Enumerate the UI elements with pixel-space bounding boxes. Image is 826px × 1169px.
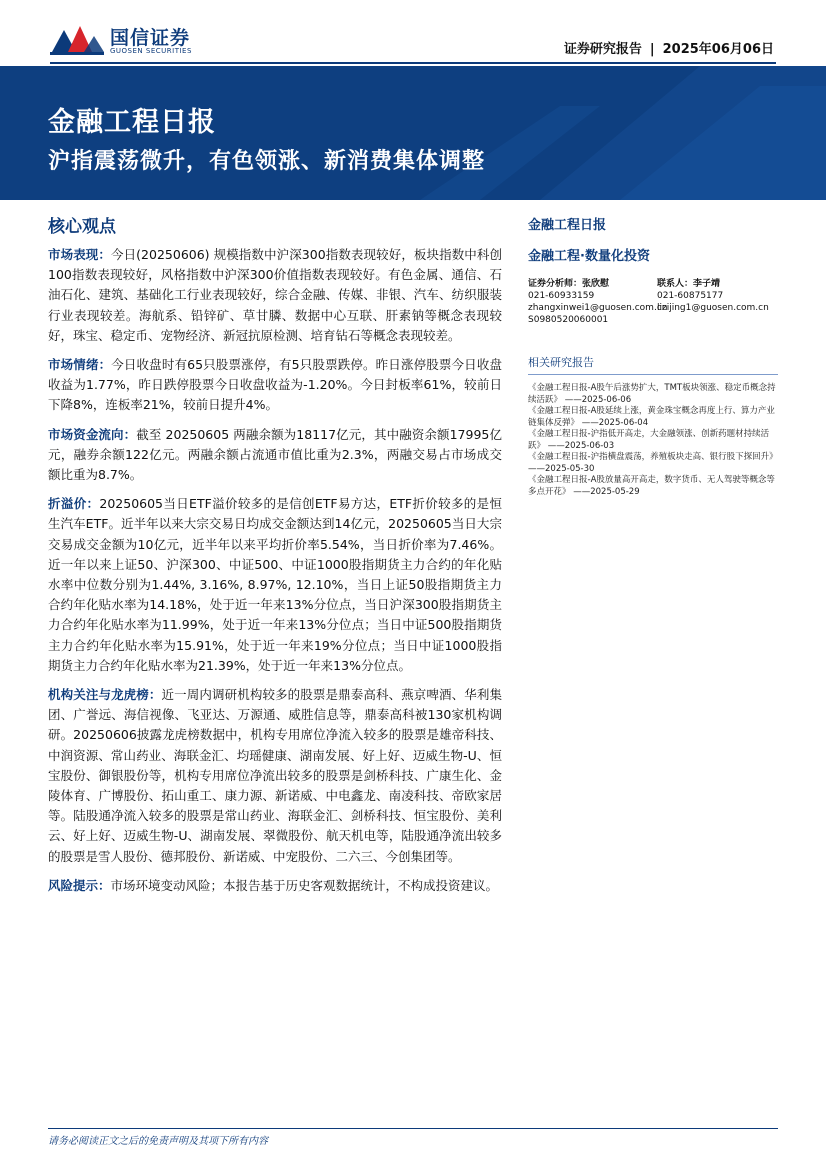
company-logo xyxy=(50,22,192,56)
header-rule xyxy=(50,62,776,64)
paragraph-key: 折溢价： xyxy=(48,496,100,512)
analyst-card xyxy=(528,278,668,326)
related-report-title: 《金融工程日报-A股午后涨势扩大，TMT板块领涨、稳定币概念持续活跃》 xyxy=(528,383,776,405)
analyst-email[interactable]: zhangxinwei1@guosen.com.cn xyxy=(528,303,668,313)
related-report-item[interactable] xyxy=(528,452,778,475)
related-report-date: ——2025-05-29 xyxy=(573,486,640,497)
header-separator: | xyxy=(649,42,655,57)
sidebar xyxy=(528,214,778,498)
section-title: 核心观点 xyxy=(48,217,116,237)
paragraph-key: 机构关注与龙虎榜： xyxy=(48,687,162,703)
analyst-role: 证券分析师：张欣慰 xyxy=(528,279,610,289)
related-report-item[interactable] xyxy=(528,429,778,452)
paragraph-text: 今日收盘时有65只股票涨停，有5只股票跌停。昨日涨停股票今日收盘收益为1.77%，昨日跌停股票今日收盘收益为-1.20%。今日封板率61%，较前日下降8%，连板率21%，较前日提升4%。 xyxy=(48,357,502,413)
related-report-date: ——2025-05-30 xyxy=(528,463,595,474)
paragraph-risk xyxy=(48,876,502,896)
doc-type: 证券研究报告 xyxy=(563,42,642,57)
analyst-phone: 021-60933159 xyxy=(528,291,595,301)
paragraph-market-performance xyxy=(48,245,502,346)
contact-role: 联系人：李子靖 xyxy=(657,279,721,289)
contact-email[interactable]: lizijing1@guosen.com.cn xyxy=(657,303,769,313)
related-report-date: ——2025-06-03 xyxy=(547,440,615,451)
paragraph-key: 市场表现： xyxy=(48,247,111,262)
related-report-date: ——2025-06-06 xyxy=(564,394,632,405)
contacts xyxy=(528,278,778,326)
sidebar-subtitle: 金融工程·数量化投资 xyxy=(528,249,650,264)
report-title: 金融工程日报 xyxy=(48,107,216,138)
contact-phone: 021-60875177 xyxy=(657,291,724,301)
footer-rule xyxy=(48,1128,778,1129)
paragraph-premium-discount xyxy=(48,494,502,676)
report-subtitle: 沪指震荡微升，有色领涨、新消费集体调整 xyxy=(48,149,486,174)
paragraph-text: 20250605当日ETF溢价较多的是信创ETF易方达，ETF折价较多的是恒生汽车ETF。近半年以来大宗交易日均成交金额达到14亿元，20250605当日大宗交易成交金额为10亿元，近半年以来平均折价率5.54%，当日折价率为7.46%。近一年以来上证50、沪深300、中证500、中证1000股指期货主力合约的年化贴水率中位数分别为1.44%, 3.16%, 8.97%, 12.10%，当日上证50股指期货主力合约年化贴水率为14.18%，处于近一年来13%分位点，当日沪深300股指期货主力合约年化贴水率为11.99%，处于近一年来13%分位点；当日中证500股指期货主力合约年化贴水率为15.91%，处于近一年来19%分位点；当日中证1000股指期货主力合约年化贴水率为21.39%，处于近一年来13%分位点。 xyxy=(48,496,502,673)
related-report-date: ——2025-06-04 xyxy=(581,417,649,428)
paragraph-key: 风险提示： xyxy=(48,877,111,893)
related-report-title: 《金融工程日报-A股延续上涨，黄金珠宝概念再度上行、算力产业链集体反弹》 xyxy=(528,406,775,428)
paragraph-market-sentiment xyxy=(48,355,502,416)
paragraph-key: 市场资金流向： xyxy=(48,426,137,442)
related-report-title: 《金融工程日报-A股放量高开高走，数字货币、无人驾驶等概念等多点开花》 xyxy=(528,475,775,497)
sidebar-title: 金融工程日报 xyxy=(528,218,607,233)
analyst-cert: S0980520060001 xyxy=(528,315,609,325)
footer-disclaimer: 请务必阅读正文之后的免责声明及其项下所有内容 xyxy=(48,1136,268,1147)
related-report-item[interactable] xyxy=(528,383,778,406)
paragraph-text: 市场环境变动风险；本报告基于历史客观数据统计，不构成投资建议。 xyxy=(110,877,499,893)
related-report-title: 《金融工程日报-沪指低开高走，大金融领涨、创新药题材持续活跃》 xyxy=(528,429,770,451)
core-views xyxy=(48,212,502,905)
paragraph-institutions xyxy=(48,685,502,867)
paragraph-text: 近一周内调研机构较多的股票是鼎泰高科、燕京啤酒、华利集团、广誉远、海信视像、飞亚达、万源通、威胜信息等，鼎泰高科被130家机构调研。20250606披露龙虎榜数据中，机构专用席位净流入较多的股票是雄帝科技、中润资源、常山药业、海联金汇、均瑶健康、湖南发展、好上好、迈威生物-U、恒宝股份、御银股份等，机构专用席位净流出较多的股票是剑桥科技、广康生化、金陵体育、广博股份、拓山重工、康力源、新诺威、中电鑫龙、南凌科技、帝欧家居等。陆股通净流入较多的股票是常山药业、海联金汇、剑桥科技、恒宝股份、美利云、好上好、迈威生物-U、湖南发展、翠微股份、航天机电等，陆股通净流出较多的股票是雪人股份、德邦股份、新诺威、中宠股份、二六三、今创集团等。 xyxy=(48,687,502,864)
paragraph-fund-flow xyxy=(48,425,502,486)
title-banner xyxy=(0,66,826,200)
page-header xyxy=(0,0,826,66)
doc-type-date xyxy=(564,38,774,57)
related-report-item[interactable] xyxy=(528,475,778,498)
paragraph-text: 今日(20250606) 规模指数中沪深300指数表现较好，板块指数中科创100指数表现较好，风格指数中沪深300价值指数表现较好。有色金属、通信、石油石化、建筑、基础化工行业表现较好，综合金融、传媒、非银、汽车、纺织服装行业表现较差。海航系、铅锌矿、草甘膦、数据中心互联、肝素钠等概念表现较好，珠宝、稳定币、宠物经济、新冠抗原检测、培育钻石等概念表现较差。 xyxy=(48,247,502,343)
report-date: 2025年06月06日 xyxy=(662,42,774,57)
paragraph-key: 市场情绪： xyxy=(48,357,112,373)
logo-text-cn: 国信证券 xyxy=(110,27,191,49)
paragraph-text: 截至 20250605 两融余额为18117亿元，其中融资余额17995亿元，融券余额122亿元。两融余额占流通市值比重为2.3%，两融交易占市场成交额比重为8.7%。 xyxy=(48,426,502,483)
related-report-title: 《金融工程日报-沪指横盘震荡，养殖板块走高、银行股下探回升》 xyxy=(528,452,778,462)
related-report-item[interactable] xyxy=(528,406,778,429)
related-reports-title: 相关研究报告 xyxy=(528,354,778,375)
logo-text-en: GUOSEN SECURITIES xyxy=(110,47,192,55)
contact-card xyxy=(653,278,778,326)
logo-mark-icon xyxy=(50,22,104,56)
